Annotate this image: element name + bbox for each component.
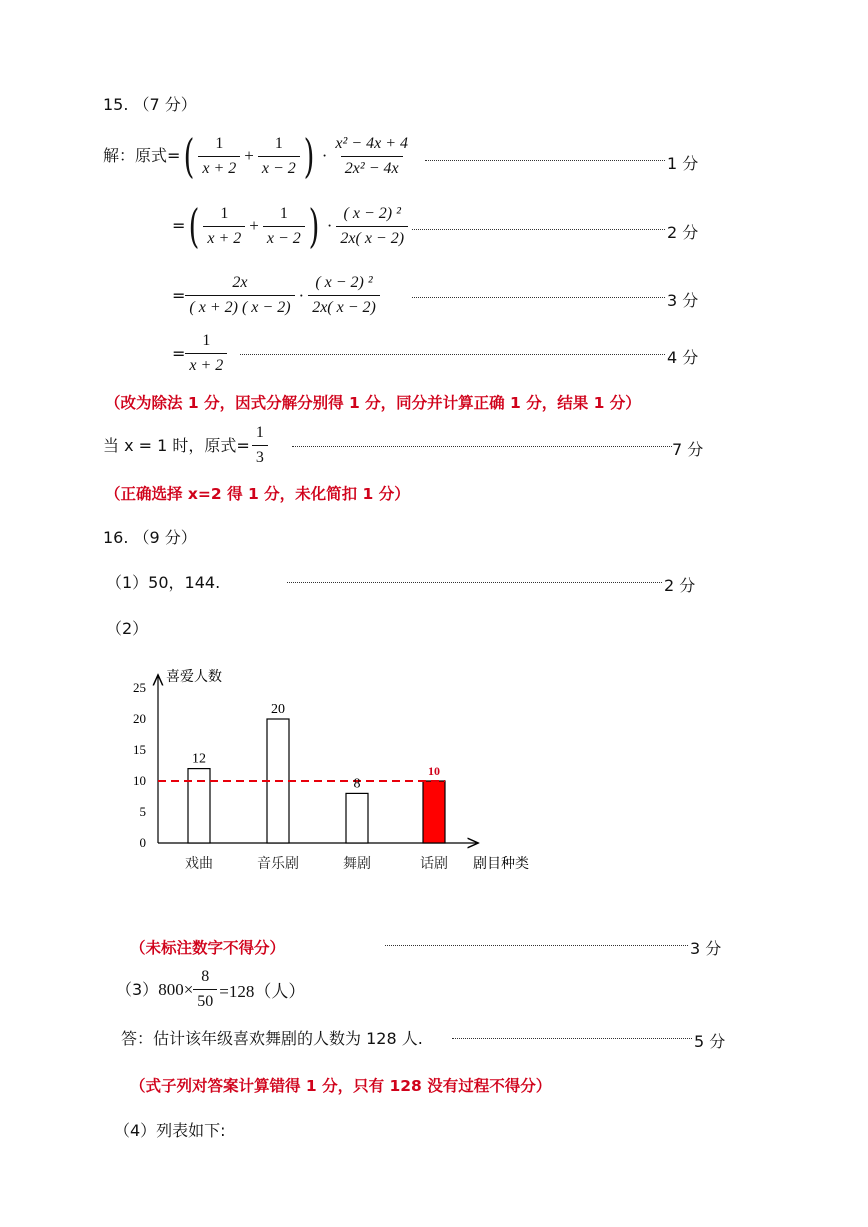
q15-header: 15. （7 分） [103, 95, 197, 114]
fraction: $\frac{1}{x + 2}$ [203, 205, 245, 248]
q16-part3: （3） 800× $\frac{8}{50}$ =128（人） [116, 968, 306, 1010]
y-tick-label: 15 [133, 742, 146, 757]
dotted-leader [412, 229, 665, 230]
fraction: $\frac{8}{50}$ [193, 968, 217, 1011]
q15-line3: = $\frac{2x}{( x + 2) ( x - 2)}$ · $\frac{\text{( x − 2) ²}}{2x( x - 2)}$ [172, 274, 380, 317]
q15-line1: 解：原式= ( $\frac{1}{x + 2}$ + $\frac{1}{x - 2}$ ) · $\frac{\text{x² − 4x + 4}}{\text{2x² − 4x}}$ [103, 133, 412, 179]
dotted-leader [292, 446, 672, 447]
score-label: 3 分 [690, 939, 722, 958]
x-category-label: 舞剧 [343, 857, 371, 872]
score-label: 1 分 [667, 154, 699, 173]
bar-value-label: 20 [271, 702, 285, 717]
score-label: 7 分 [672, 440, 704, 459]
fraction: $\frac{2x}{( x + 2) ( x - 2)}$ [185, 274, 294, 317]
dotted-leader [425, 160, 665, 161]
score-label: 2 分 [664, 576, 696, 595]
grading-note: （正确选择 x=2 得 1 分，未化简扣 1 分） [105, 485, 410, 503]
dotted-leader [287, 582, 662, 583]
bar-value-label: 12 [192, 751, 206, 767]
y-tick-label: 20 [133, 711, 146, 726]
score-label: 3 分 [667, 291, 699, 310]
fraction: $\frac{\text{( x − 2) ²}}{2x( x - 2)}$ [308, 274, 380, 317]
bar-4 [423, 781, 445, 843]
fraction: $\frac{\text{( x − 2) ²}}{2x( x - 2)}$ [336, 205, 408, 248]
q16-answer: 答：估计该年级喜欢舞剧的人数为 128 人. [121, 1029, 423, 1048]
dotted-leader [385, 945, 688, 946]
q16-part1: （1）50，144. [106, 573, 221, 592]
grading-note: （改为除法 1 分，因式分解分别得 1 分，同分并计算正确 1 分，结果 1 分） [105, 394, 641, 412]
q16-header: 16. （9 分） [103, 528, 197, 547]
fraction: $\frac{1}{x + 2}$ [185, 332, 227, 375]
bar-3 [346, 793, 368, 843]
grading-note: （未标注数字不得分） [130, 939, 286, 957]
solution-label: 解：原式= [103, 146, 181, 165]
y-axis-label: 喜爱人数 [166, 670, 222, 685]
fraction: $\frac{1}{x - 2}$ [258, 135, 300, 178]
fraction: $\frac{\text{x² − 4x + 4}}{\text{2x² − 4x}}$ [335, 134, 408, 177]
fraction: $\frac{1}{3}$ [252, 424, 268, 467]
q16-part4: （4）列表如下: [114, 1121, 226, 1140]
y-tick-label: 10 [133, 773, 146, 788]
q15-evaluate: 当 x = 1 时，原式= $\frac{1}{3}$ [103, 424, 268, 467]
y-tick-label: 0 [139, 835, 146, 850]
bar-chart [120, 660, 560, 885]
x-axis-label: 剧目种类 [473, 857, 529, 872]
score-label: 2 分 [667, 223, 699, 242]
x-category-label: 音乐剧 [257, 857, 299, 872]
bar-value-label: 10 [428, 764, 440, 778]
dotted-leader [240, 354, 665, 355]
q15-line4: = $\frac{1}{x + 2}$ [172, 332, 227, 375]
x-category-label: 戏曲 [185, 857, 213, 872]
dotted-leader [412, 297, 665, 298]
bar-1 [188, 769, 210, 843]
fraction: $\frac{1}{x - 2}$ [263, 205, 305, 248]
dotted-leader [452, 1038, 692, 1039]
score-label: 5 分 [694, 1032, 726, 1051]
y-tick-label: 25 [133, 680, 146, 695]
grading-note: （式子列对答案计算错得 1 分，只有 128 没有过程不得分） [130, 1077, 552, 1095]
x-category-label: 话剧 [420, 857, 448, 872]
y-tick-label: 5 [139, 804, 146, 819]
bar-value-label: 8 [353, 776, 361, 792]
q16-part2: （2） [106, 619, 149, 638]
score-label: 4 分 [667, 348, 699, 367]
q15-line2: = ( $\frac{1}{x + 2}$ + $\frac{1}{x - 2}$ ) · $\frac{\text{( x − 2) ²}}{2x( x - 2)}$ [172, 203, 408, 249]
fraction: $\frac{1}{x + 2}$ [198, 135, 240, 178]
